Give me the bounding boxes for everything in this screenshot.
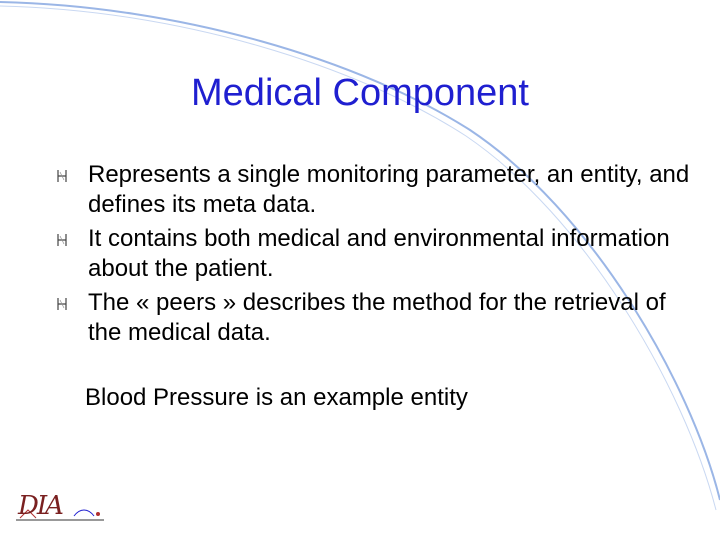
bullet-icon — [56, 169, 68, 183]
bullet-item — [56, 288, 696, 348]
bullet-list — [56, 160, 696, 352]
logo-text: DIA — [18, 491, 62, 521]
example-line: Blood Pressure is an example entity — [85, 384, 468, 411]
bullet-item — [56, 160, 696, 220]
slide-title: Medical Component — [191, 72, 529, 114]
bullet-text: Represents a single monitoring parameter, an entity, and defines its meta data. — [88, 161, 690, 218]
bullet-text: It contains both medical and environmental information about the patient. — [88, 225, 670, 282]
bullet-icon — [56, 297, 68, 311]
bullet-text: The « peers » describes the method for the retrieval of the medical data. — [88, 289, 666, 346]
bullet-item — [56, 224, 696, 284]
bullet-icon — [56, 233, 68, 247]
